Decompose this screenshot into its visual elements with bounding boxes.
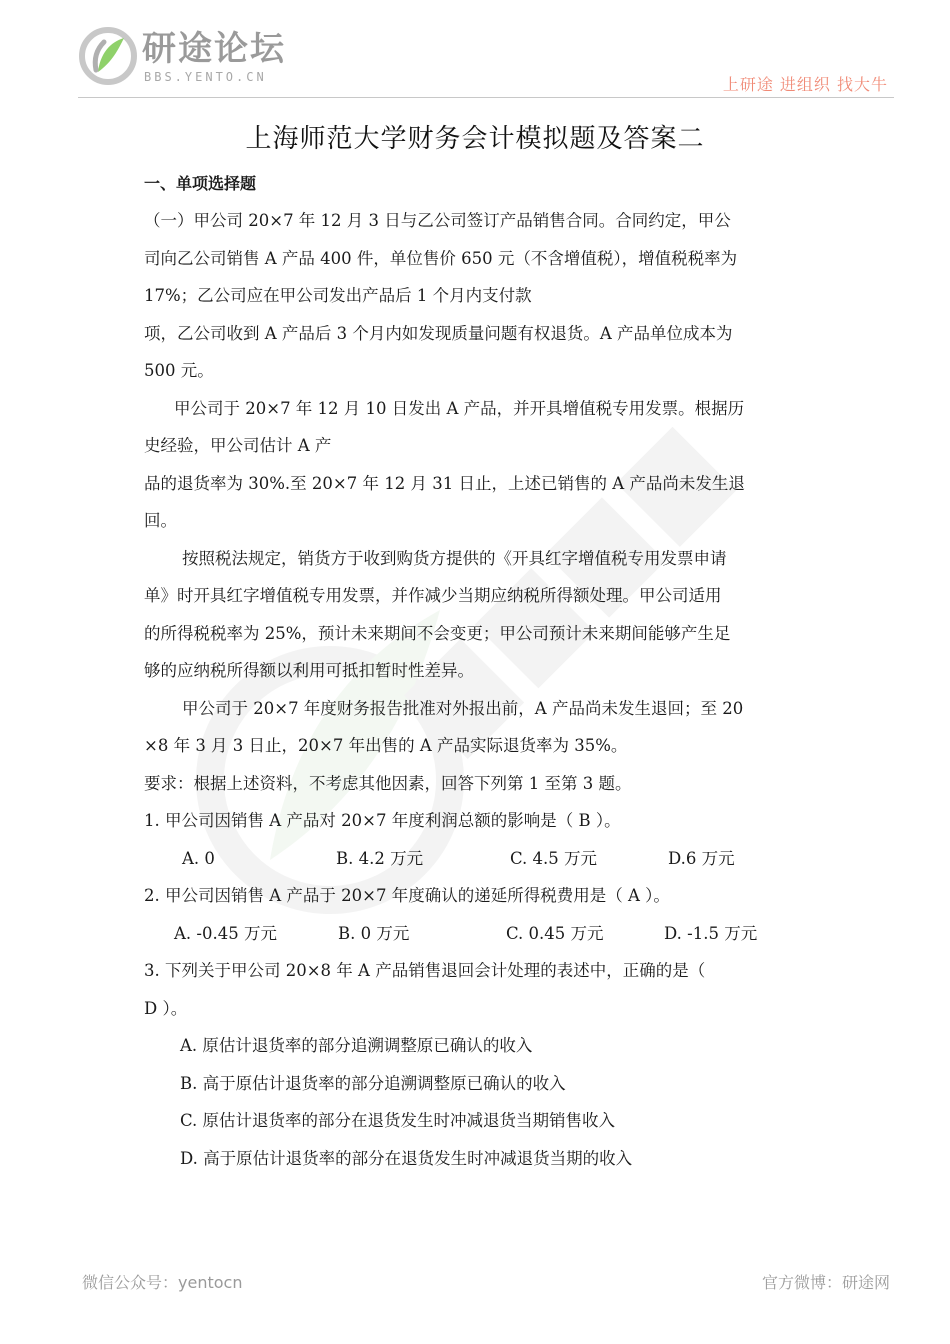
option-b: B. 0 万元 xyxy=(338,923,410,943)
question-3-answer: D ）。 xyxy=(144,998,188,1018)
logo-leaf-icon xyxy=(78,26,138,86)
paragraph-line: （一）甲公司 20×7 年 12 月 3 日与乙公司签订产品销售合同。合同约定，甲公 xyxy=(144,211,731,230)
paragraph-line: 单》时开具红字增值税专用发票，并作减少当期应纳税所得额处理。甲公司适用 xyxy=(144,586,722,605)
page-title: 上海师范大学财务会计模拟题及答案二 xyxy=(245,124,705,154)
paragraph-line: 按照税法规定，销货方于收到购货方提供的《开具红字增值税专用发票申请 xyxy=(182,548,727,568)
footer-wechat: 微信公众号：yentocn xyxy=(82,1273,243,1292)
option-c: C. 原估计退货率的部分在退货发生时冲减退货当期销售收入 xyxy=(180,1111,616,1130)
site-logo xyxy=(78,24,338,94)
option-a: A. -0.45 万元 xyxy=(174,923,277,943)
question-1: 1. 甲公司因销售 A 产品对 20×7 年度利润总额的影响是（ B ）。 xyxy=(144,811,621,830)
option-a: A. 0 xyxy=(182,848,215,868)
paragraph-line: 甲公司于 20×7 年 12 月 10 日发出 A 产品，并开具增值税专用发票。根据历 xyxy=(174,398,745,418)
paragraph-line: 17%；乙公司应在甲公司发出产品后 1 个月内支付款 xyxy=(144,286,532,305)
paragraph-line: 的所得税税率为 25%，预计未来期间不会变更；甲公司预计未来期间能够产生足 xyxy=(144,623,731,643)
option-c: C. 4.5 万元 xyxy=(510,848,598,868)
option-d: D. 高于原估计退货率的部分在退货发生时冲减退货当期的收入 xyxy=(180,1148,633,1168)
document-body xyxy=(144,170,810,1177)
question-2-options xyxy=(144,915,810,953)
paragraph-line: 甲公司于 20×7 年度财务报告批准对外报出前，A 产品尚未发生退回；至 20 xyxy=(182,698,744,718)
option-c: C. 0.45 万元 xyxy=(506,923,604,943)
question-3: 3. 下列关于甲公司 20×8 年 A 产品销售退回会计处理的表述中，正确的是（ xyxy=(144,961,706,980)
option-b: B. 4.2 万元 xyxy=(336,848,424,868)
footer-weibo: 官方微博：研途网 xyxy=(761,1273,890,1292)
paragraph-line: 够的应纳税所得额以利用可抵扣暂时性差异。 xyxy=(144,661,474,680)
option-b: B. 高于原估计退货率的部分追溯调整原已确认的收入 xyxy=(180,1073,566,1093)
question-1-options xyxy=(144,840,810,878)
paragraph-line: 回。 xyxy=(144,511,177,530)
paragraph-line: ×8 年 3 月 3 日止，20×7 年出售的 A 产品实际退货率为 35%。 xyxy=(144,736,628,755)
paragraph-line: 项，乙公司收到 A 产品后 3 个月内如发现质量问题有权退货。A 产品单位成本为 xyxy=(144,323,733,343)
paragraph-line: 史经验，甲公司估计 A 产 xyxy=(144,436,332,455)
option-d: D.6 万元 xyxy=(668,848,735,868)
logo-text: 研途论坛 xyxy=(142,29,286,69)
paragraph-line: 500 元。 xyxy=(144,361,214,380)
requirement-text: 要求：根据上述资料，不考虑其他因素，回答下列第 1 至第 3 题。 xyxy=(144,773,632,793)
question-2: 2. 甲公司因销售 A 产品于 20×7 年度确认的递延所得税费用是（ A ）。 xyxy=(144,886,670,905)
option-d: D. -1.5 万元 xyxy=(664,923,758,943)
option-a: A. 原估计退货率的部分追溯调整原已确认的收入 xyxy=(180,1036,533,1055)
header-divider xyxy=(78,97,894,98)
section-heading: 一、单项选择题 xyxy=(144,174,257,193)
paragraph-line: 司向乙公司销售 A 产品 400 件，单位售价 650 元（不含增值税），增值税税率为 xyxy=(144,248,738,268)
paragraph-line: 品的退货率为 30%.至 20×7 年 12 月 31 日止，上述已销售的 A 产品尚未发生退 xyxy=(144,473,745,493)
header-slogan: 上研途 进组织 找大牛 xyxy=(722,75,888,94)
logo-subtitle: BBS.YENTO.CN xyxy=(144,70,267,84)
